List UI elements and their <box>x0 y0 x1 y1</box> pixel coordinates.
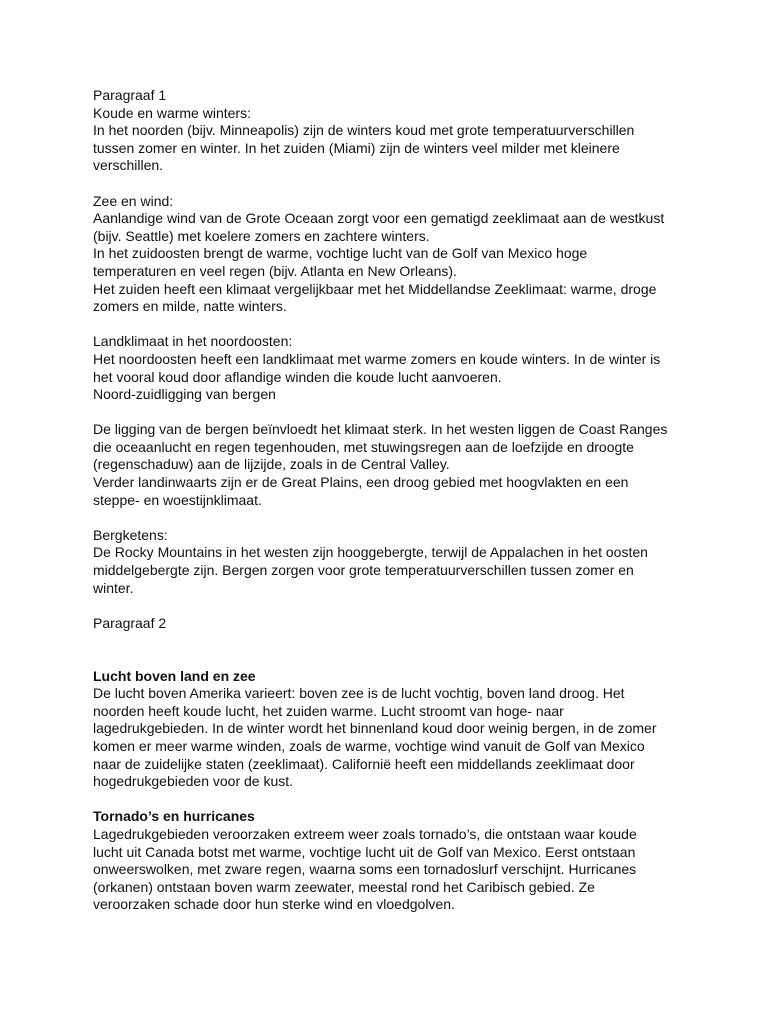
text-line: De Rocky Mountains in het westen zijn hooggebergte, terwijl de Appalachen in het oosten <box>93 544 648 561</box>
paragraaf-1-title: Paragraaf 1 <box>93 87 167 103</box>
text-line: (orkanen) ontstaan boven warm zeewater, meestal rond het Caribisch gebied. Ze <box>93 878 595 895</box>
text-line: hogedrukgebieden voor de kust. <box>93 773 294 790</box>
text-line: komen er meer warme winden, zoals de warme, vochtige wind vanuit de Golf van Mexico <box>93 737 645 754</box>
paragraaf-2-title: Paragraaf 2 <box>93 614 167 631</box>
text-line: lucht uit Canada botst met warme, vochtige lucht uit de Golf van Mexico. Eerst ontstaan <box>93 843 636 860</box>
text-line: (regenschaduw) aan de lijzijde, zoals in de Central Valley. <box>93 456 450 473</box>
text-line: Lagedrukgebieden veroorzaken extreem weer zoals tornado’s, die ontstaan waar koude <box>93 825 637 842</box>
section-paragraaf-2 <box>93 615 693 633</box>
bergketens-heading: Bergketens: <box>93 526 168 543</box>
text-line: temperaturen en veel regen (bijv. Atlanta en New Orleans). <box>93 262 457 279</box>
text-line: De lucht boven Amerika varieert: boven zee is de lucht vochtig, boven land droog. Het <box>93 685 625 702</box>
koude-warme-winters-heading: Koude en warme winters: <box>93 104 251 121</box>
text-line: Noord-zuidligging van bergen <box>93 386 276 403</box>
section-landklimaat <box>93 333 693 403</box>
section-ligging-bergen <box>93 421 693 509</box>
text-line: het vooral koud door aflandige winden die koude lucht aanvoeren. <box>93 368 502 385</box>
text-line: winter. <box>93 579 134 596</box>
section-zee-en-wind <box>93 193 693 316</box>
lucht-heading: Lucht boven land en zee <box>93 667 256 684</box>
text-line: zomers en milde, natte winters. <box>93 298 287 315</box>
text-line: In het zuidoosten brengt de warme, vochtige lucht van de Golf van Mexico hoge <box>93 245 588 262</box>
text-line: Het noordoosten heeft een landklimaat met warme zomers en koude winters. In de winter is <box>93 350 661 367</box>
text-line: De ligging van de bergen beïnvloedt het klimaat sterk. In het westen liggen de Coast Ranges <box>93 421 668 438</box>
text-line: steppe- en woestijnklimaat. <box>93 491 262 508</box>
text-line: onweerswolken, met zware regen, waarna soms een tornadoslurf verschijnt. Hurricanes <box>93 861 637 878</box>
tornados-heading: Tornado’s en hurricanes <box>93 808 255 825</box>
document-page <box>93 87 693 932</box>
text-line: Het zuiden heeft een klimaat vergelijkbaar met het Middellandse Zeeklimaat: warme, droge <box>93 280 657 297</box>
text-line: middelgebergte zijn. Bergen zorgen voor grote temperatuurverschillen tussen zomer en <box>93 562 634 579</box>
section-bergketens <box>93 527 693 597</box>
section-koude-warme-winters <box>93 87 693 175</box>
text-line: tussen zomer en winter. In het zuiden (Miami) zijn de winters veel milder met kleinere <box>93 139 620 156</box>
text-line: (bijv. Seattle) met koelere zomers en zachtere winters. <box>93 227 430 244</box>
landklimaat-heading: Landklimaat in het noordoosten: <box>93 333 293 350</box>
section-tornados <box>93 808 693 914</box>
text-line: In het noorden (bijv. Minneapolis) zijn de winters koud met grote temperatuurverschillen <box>93 122 635 139</box>
section-lucht <box>93 668 693 791</box>
text-line: die oceaanlucht en regen tegenhouden, met stuwingsregen aan de loefzijde en droogte <box>93 438 634 455</box>
text-line: lagedrukgebieden. In de winter wordt het binnenland koud door weinig bergen, in de zomer <box>93 720 657 737</box>
zee-en-wind-heading: Zee en wind: <box>93 192 174 209</box>
text-line: naar de zuidelijke staten (zeeklimaat). Californië heeft een middellands zeeklimaat door <box>93 755 635 772</box>
text-line: veroorzaken schade door hun sterke wind en vloedgolven. <box>93 896 455 913</box>
text-line: noorden heeft koude lucht, het zuiden warme. Lucht stroomt van hoge- naar <box>93 702 564 719</box>
text-line: Verder landinwaarts zijn er de Great Plains, een droog gebied met hoogvlakten en een <box>93 474 629 491</box>
text-line: verschillen. <box>93 157 164 174</box>
text-line: Aanlandige wind van de Grote Oceaan zorgt voor een gematigd zeeklimaat aan de westkust <box>93 210 665 227</box>
